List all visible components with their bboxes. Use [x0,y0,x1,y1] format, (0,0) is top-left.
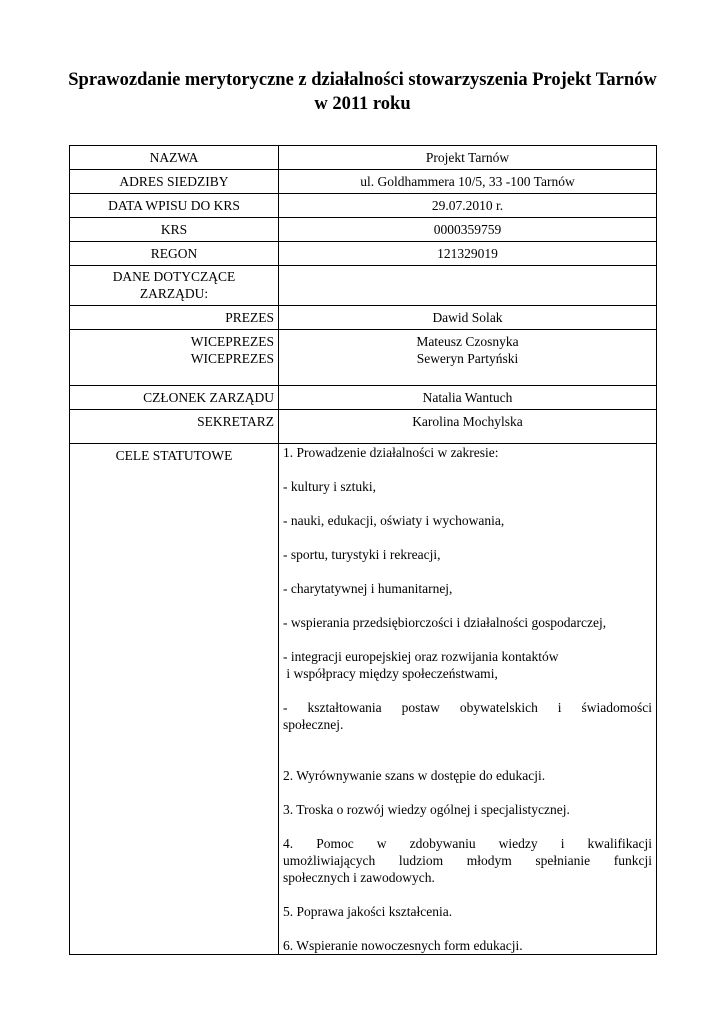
row-label: NAZWA [70,146,279,170]
goal-1-item-integration-1: - integracji europejskiej oraz rozwijania kontaktów [283,649,559,664]
page-title: Sprawozdanie merytoryczne z działalności stowarzyszenia Projekt Tarnów w 2011 roku [68,70,657,114]
wiceprezes-value-2: Seweryn Partyński [416,351,519,366]
goal-1-item-civic-2: społecznej. [283,717,344,732]
table-row [70,306,657,330]
goal-6: 6. Wspieranie nowoczesnych form edukacji. [283,938,523,953]
goal-1-item: - charytatywnej i humanitarnej, [283,581,453,596]
dane-zarzadu-line2: ZARZĄDU: [139,286,209,301]
row-label: SEKRETARZ [70,410,279,444]
cele-statutowe-content [279,444,657,955]
goal-1-intro: 1. Prowadzenie działalności w zakresie: [283,445,499,460]
row-value [279,330,657,386]
table-row [70,410,657,444]
row-label: CELE STATUTOWE [70,444,279,955]
row-value: 0000359759 [279,218,657,242]
goal-1-item: - wspierania przedsiębiorczości i działalności gospodarczej, [283,615,607,630]
goal-2: 2. Wyrównywanie szans w dostępie do edukacji. [283,768,546,783]
report-table [69,145,657,955]
table-row [70,146,657,170]
row-label: CZŁONEK ZARZĄDU [70,386,279,410]
table-row [70,266,657,306]
wiceprezes-label-2: WICEPREZES [190,351,274,366]
row-value: Projekt Tarnów [279,146,657,170]
row-label: ADRES SIEDZIBY [70,170,279,194]
goal-1-item-integration-2: i współpracy między społeczeństwami, [283,666,498,681]
dane-zarzadu-line1: DANE DOTYCZĄCE [112,269,236,284]
row-label: REGON [70,242,279,266]
goal-1-item: - kultury i sztuki, [283,479,376,494]
table-row [70,386,657,410]
row-value: Natalia Wantuch [279,386,657,410]
goal-1-item: - sportu, turystyki i rekreacji, [283,547,441,562]
row-value: 121329019 [279,242,657,266]
row-value: Dawid Solak [279,306,657,330]
row-label: PREZES [70,306,279,330]
row-value-empty [279,266,657,306]
wiceprezes-label-1: WICEPREZES [190,334,274,349]
goal-4-line-2: umożliwiających ludziom młodym spełnianie funkcji [283,853,652,868]
row-label [70,330,279,386]
wiceprezes-value-1: Mateusz Czosnyka [416,334,519,349]
row-label [70,266,279,306]
goal-1-item-civic-1: - kształtowania postaw obywatelskich i świadomości [283,700,652,715]
row-label: KRS [70,218,279,242]
table-row [70,194,657,218]
table-row [70,330,657,386]
goal-3: 3. Troska o rozwój wiedzy ogólnej i specjalistycznej. [283,802,570,817]
table-row [70,218,657,242]
table-row [70,444,657,955]
goal-4-line-3: społecznych i zawodowych. [283,870,435,885]
row-value: ul. Goldhammera 10/5, 33 -100 Tarnów [279,170,657,194]
row-label: DATA WPISU DO KRS [70,194,279,218]
goal-5: 5. Poprawa jakości kształcenia. [283,904,453,919]
table-row [70,242,657,266]
table-row [70,170,657,194]
goal-1-item: - nauki, edukacji, oświaty i wychowania, [283,513,505,528]
goal-4-line-1: 4. Pomoc w zdobywaniu wiedzy i kwalifikacji [283,836,652,851]
row-value: 29.07.2010 r. [279,194,657,218]
row-value: Karolina Mochylska [279,410,657,444]
